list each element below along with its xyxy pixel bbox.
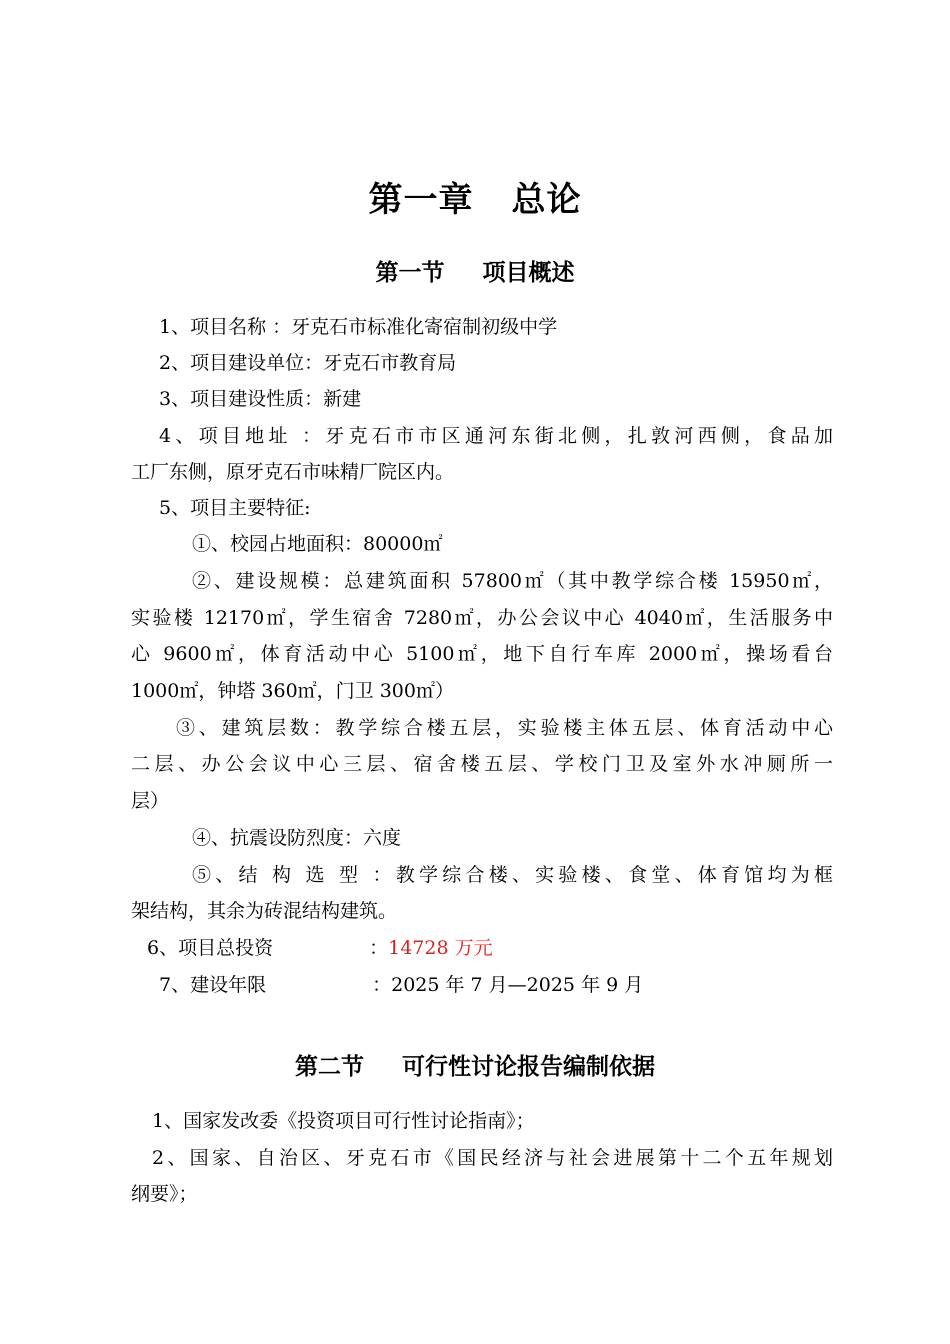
period-label: 7、建设年限 (159, 974, 267, 996)
feature-floors-line-3: 层） (131, 790, 170, 812)
item-total-investment (147, 930, 493, 966)
feature-scale-line-2: 实验楼 12170㎡，学生宿舍 7280㎡，办公会议中心 4040㎡，生活服务中 (131, 607, 833, 629)
investment-colon: ： (369, 937, 389, 959)
section-title-1 (0, 254, 950, 287)
item-address-line-1: 4、项目地址 ：牙克石市市区通河东街北侧，扎敦河西侧，食品加 (159, 425, 833, 447)
feature-scale-line-4: 1000㎡，钟塔 360㎡，门卫 300㎡） (131, 680, 454, 702)
feature-scale-line-1: ②、建设规模：总建筑面积 57800㎡（其中教学综合楼 15950㎡， (192, 570, 833, 592)
item-construction-unit: 2、项目建设单位：牙克石市教育局 (159, 352, 457, 374)
feature-floors-line-2: 二层、办公会议中心三层、宿舍楼五层、学校门卫及室外水冲厕所一 (131, 753, 833, 775)
feature-floors-line-1: ③、建筑层数：教学综合楼五层，实验楼主体五层、体育活动中心 (176, 717, 833, 739)
item-construction-nature: 3、项目建设性质：新建 (159, 388, 362, 410)
feature-land-area: ①、校园占地面积：80000㎡ (192, 533, 443, 555)
item-address-line-2: 工厂东侧，原牙克石市味精厂院区内。 (131, 461, 455, 483)
section-name: 项目概述 (482, 260, 575, 286)
item-construction-period (159, 967, 643, 1003)
period-value: 2025 年 7 月—2025 年 9 月 (391, 974, 644, 996)
investment-value: 14728 万元 (388, 937, 493, 959)
chapter-name: 总论 (511, 180, 582, 220)
investment-label: 6、项目总投资 (147, 937, 274, 959)
section-name: 可行性讨论报告编制依据 (402, 1054, 655, 1080)
section-number: 第二节 (295, 1054, 364, 1080)
chapter-title (0, 172, 950, 221)
feature-structure-line-1: ⑤、结 构 选 型 ：教学综合楼、实验楼、食堂、体育馆均为框 (192, 864, 833, 886)
period-colon: ： (372, 974, 392, 996)
chapter-number: 第一章 (368, 180, 474, 220)
basis-item-1: 1、国家发改委《投资项目可行性讨论指南》； (152, 1110, 535, 1132)
feature-scale-line-3: 心 9600㎡，体育活动中心 5100㎡，地下自行车库 2000㎡，操场看台 (131, 643, 833, 665)
section-title-2 (0, 1048, 950, 1081)
section-number: 第一节 (375, 260, 445, 286)
feature-structure-line-2: 架结构，其余为砖混结构建筑。 (131, 900, 398, 922)
item-project-name: 1、项目名称 ：牙克石市标准化寄宿制初级中学 (159, 316, 558, 338)
basis-item-2-line-1: 2、国家、自治区、牙克石市《国民经济与社会进展第十二个五年规划 (152, 1147, 833, 1169)
item-main-features: 5、项目主要特征: (159, 497, 311, 519)
basis-item-2-line-2: 纲要》； (131, 1183, 198, 1205)
feature-seismic: ④、抗震设防烈度：六度 (192, 827, 402, 849)
